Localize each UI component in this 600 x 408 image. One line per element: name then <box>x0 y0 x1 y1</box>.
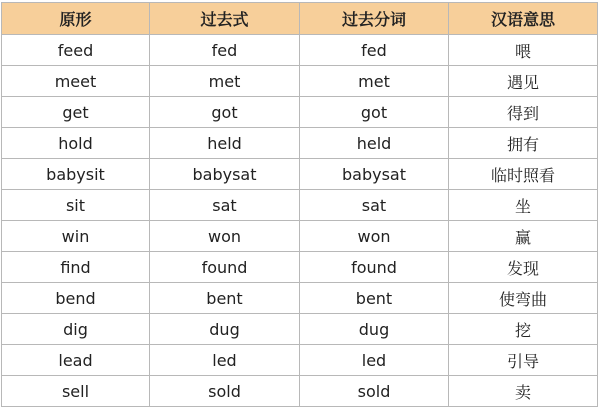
cell-past-tense: won <box>150 221 300 252</box>
cell-past-participle: dug <box>300 314 449 345</box>
irregular-verbs-table <box>1 2 598 407</box>
table-row <box>2 283 598 314</box>
cell-base-form: sit <box>2 190 150 221</box>
cell-base-form: meet <box>2 66 150 97</box>
cell-chinese-meaning: 发现 <box>449 252 598 283</box>
table-row <box>2 35 598 66</box>
table-row <box>2 97 598 128</box>
cell-base-form: find <box>2 252 150 283</box>
cell-past-tense: led <box>150 345 300 376</box>
cell-past-tense: sat <box>150 190 300 221</box>
cell-chinese-meaning: 使弯曲 <box>449 283 598 314</box>
table-row <box>2 66 598 97</box>
cell-past-participle: sold <box>300 376 449 407</box>
cell-chinese-meaning: 卖 <box>449 376 598 407</box>
cell-base-form: hold <box>2 128 150 159</box>
cell-past-participle: fed <box>300 35 449 66</box>
table-header <box>2 3 598 35</box>
cell-chinese-meaning: 得到 <box>449 97 598 128</box>
header-past-tense: 过去式 <box>150 3 300 35</box>
cell-past-tense: met <box>150 66 300 97</box>
header-base-form: 原形 <box>2 3 150 35</box>
table-row <box>2 314 598 345</box>
cell-chinese-meaning: 临时照看 <box>449 159 598 190</box>
cell-base-form: babysit <box>2 159 150 190</box>
cell-past-participle: sat <box>300 190 449 221</box>
header-chinese-meaning: 汉语意思 <box>449 3 598 35</box>
cell-chinese-meaning: 赢 <box>449 221 598 252</box>
cell-past-participle: led <box>300 345 449 376</box>
cell-past-tense: babysat <box>150 159 300 190</box>
cell-past-participle: won <box>300 221 449 252</box>
cell-base-form: get <box>2 97 150 128</box>
table-row <box>2 190 598 221</box>
table-row <box>2 252 598 283</box>
cell-chinese-meaning: 喂 <box>449 35 598 66</box>
cell-past-tense: dug <box>150 314 300 345</box>
header-past-participle: 过去分词 <box>300 3 449 35</box>
cell-past-tense: held <box>150 128 300 159</box>
cell-base-form: bend <box>2 283 150 314</box>
cell-past-participle: met <box>300 66 449 97</box>
table-row <box>2 376 598 407</box>
cell-chinese-meaning: 遇见 <box>449 66 598 97</box>
cell-chinese-meaning: 引导 <box>449 345 598 376</box>
cell-base-form: dig <box>2 314 150 345</box>
cell-past-tense: sold <box>150 376 300 407</box>
cell-past-tense: got <box>150 97 300 128</box>
cell-chinese-meaning: 坐 <box>449 190 598 221</box>
cell-past-participle: got <box>300 97 449 128</box>
cell-past-participle: held <box>300 128 449 159</box>
cell-chinese-meaning: 拥有 <box>449 128 598 159</box>
cell-past-tense: fed <box>150 35 300 66</box>
cell-chinese-meaning: 挖 <box>449 314 598 345</box>
table-row <box>2 345 598 376</box>
cell-base-form: lead <box>2 345 150 376</box>
cell-past-participle: babysat <box>300 159 449 190</box>
cell-past-participle: bent <box>300 283 449 314</box>
table-row <box>2 221 598 252</box>
table-row <box>2 128 598 159</box>
cell-past-participle: found <box>300 252 449 283</box>
header-row <box>2 3 598 35</box>
cell-past-tense: found <box>150 252 300 283</box>
table-body <box>2 35 598 407</box>
cell-base-form: sell <box>2 376 150 407</box>
cell-base-form: win <box>2 221 150 252</box>
cell-base-form: feed <box>2 35 150 66</box>
table-row <box>2 159 598 190</box>
cell-past-tense: bent <box>150 283 300 314</box>
